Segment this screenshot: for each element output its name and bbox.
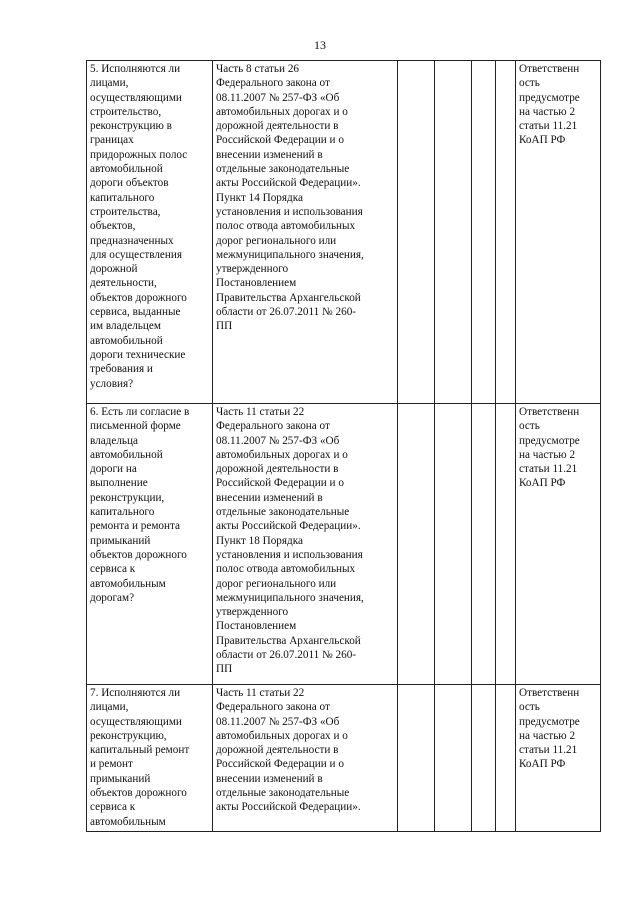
cell-text-line: реконструкцию в (90, 120, 172, 133)
liability-cell (516, 61, 601, 404)
cell-text-line: автомобильным (90, 577, 166, 590)
cell-text-line: отдельные законодательные (216, 787, 350, 800)
cell-text-line: осуществляющими (90, 91, 182, 104)
cell-text-line: сервиса к (90, 801, 136, 814)
cell-text-line: автомобильным (90, 815, 166, 828)
cell-text-line: дорог регионального или (216, 234, 337, 247)
cell-text-line: капитального (90, 191, 155, 204)
cell-text-line: придорожных полос (90, 148, 188, 161)
cell-text-line: отдельные законодательные (216, 163, 350, 176)
cell-text-line: акты Российской Федерации». (216, 801, 361, 814)
cell-text-line: КоАП РФ (519, 134, 566, 147)
cell-text-line: дорожной деятельности в (216, 120, 339, 133)
cell-text-line: и ремонт (90, 758, 133, 771)
cell-text-line: Постановлением (216, 277, 297, 290)
legal-basis-cell (213, 685, 398, 832)
cell-text-line: дороги технические (90, 348, 186, 361)
cell-text-line: на частью 2 (519, 448, 576, 461)
cell-text-line: области от 26.07.2011 № 260- (216, 306, 357, 319)
cell-text-line: примыканий (90, 772, 151, 785)
cell-text-line: утвержденного (216, 606, 289, 619)
cell-text-line: капитального (90, 506, 155, 519)
cell-text-line: выполнение (90, 477, 148, 490)
answer-na-cell (472, 685, 496, 832)
cell-text-line: требования и (90, 363, 153, 376)
cell-text-line: лицами, (90, 77, 129, 90)
answer-no-cell (435, 685, 472, 832)
liability-cell (516, 404, 601, 685)
cell-text-line: лицами, (90, 701, 129, 714)
checklist-table (86, 60, 601, 832)
cell-text-line: объектов дорожного (90, 291, 187, 304)
cell-text-line: автомобильных дорогах и о (216, 448, 348, 461)
cell-text-line: Правительства Архангельской (216, 291, 361, 304)
answer-yes-cell (398, 61, 435, 404)
cell-text-line: дорогам? (90, 591, 135, 604)
cell-text-line: сервиса, выданные (90, 306, 181, 319)
cell-text-line: дорог регионального или (216, 577, 337, 590)
cell-text-line: Правительства Архангельской (216, 634, 361, 647)
cell-text-line: сервиса к (90, 563, 136, 576)
legal-basis-cell (213, 404, 398, 685)
cell-text-line: статьи 11.21 (519, 463, 578, 476)
cell-text-line: владельца (90, 434, 138, 447)
cell-text-line: КоАП РФ (519, 477, 566, 490)
cell-text-line: межмуниципального значения, (216, 591, 364, 604)
answer-no-cell (435, 404, 472, 685)
cell-text-line: дорожной (90, 263, 138, 276)
cell-text-line: предусмотре (519, 434, 580, 447)
cell-text-line: статьи 11.21 (519, 120, 578, 133)
answer-no-cell (435, 61, 472, 404)
cell-text-line: автомобильной (90, 163, 163, 176)
cell-text-line: ПП (216, 320, 233, 333)
cell-text-line: предназначенных (90, 234, 174, 247)
cell-text-line: объектов дорожного (90, 787, 187, 800)
table-row (87, 61, 601, 404)
question-cell (87, 404, 213, 685)
question-cell (87, 61, 213, 404)
cell-text-line: Часть 11 статьи 22 (216, 406, 305, 418)
cell-text-line: 08.11.2007 № 257-ФЗ «Об (216, 91, 340, 104)
question-cell (87, 685, 213, 832)
cell-text-line: письменной форме (90, 420, 181, 433)
cell-text-line: на частью 2 (519, 105, 576, 118)
liability-cell (516, 685, 601, 832)
legal-basis-cell (213, 61, 398, 404)
cell-text-line: предусмотре (519, 91, 580, 104)
cell-text-line: акты Российской Федерации». (216, 177, 361, 190)
cell-text-line: им владельцем (90, 320, 161, 333)
cell-text-line: Российской Федерации и о (216, 477, 344, 490)
cell-text-line: ремонта и ремонта (90, 520, 181, 533)
cell-text-line: объектов, (90, 220, 136, 233)
cell-text-line: предусмотре (519, 715, 580, 728)
cell-text-line: ость (519, 701, 540, 714)
cell-text-line: области от 26.07.2011 № 260- (216, 649, 357, 662)
answer-yes-cell (398, 685, 435, 832)
cell-text-line: автомобильной (90, 334, 163, 347)
cell-text-line: ость (519, 77, 540, 90)
cell-text-line: автомобильных дорогах и о (216, 729, 348, 742)
answer-extra-cell (496, 61, 516, 404)
cell-text-line: 6. Есть ли согласие в (90, 406, 190, 418)
cell-text-line: Ответственн (519, 63, 580, 75)
cell-text-line: для осуществления (90, 248, 183, 261)
answer-na-cell (472, 61, 496, 404)
cell-text-line: полос отвода автомобильных (216, 220, 356, 233)
cell-text-line: Часть 11 статьи 22 (216, 687, 305, 699)
cell-text-line: КоАП РФ (519, 758, 566, 771)
cell-text-line: Пункт 18 Порядка (216, 534, 303, 547)
cell-text-line: 5. Исполняются ли (90, 63, 181, 75)
cell-text-line: реконструкции, (90, 491, 165, 504)
cell-text-line: 08.11.2007 № 257-ФЗ «Об (216, 434, 340, 447)
cell-text-line: внесении изменений в (216, 772, 323, 785)
cell-text-line: акты Российской Федерации». (216, 520, 361, 533)
answer-na-cell (472, 404, 496, 685)
cell-text-line: капитальный ремонт (90, 744, 190, 757)
cell-text-line: межмуниципального значения, (216, 248, 364, 261)
cell-text-line: дороги на (90, 463, 137, 476)
cell-text-line: условия? (90, 377, 134, 390)
cell-text-line: полос отвода автомобильных (216, 563, 356, 576)
cell-text-line: на частью 2 (519, 729, 576, 742)
cell-text-line: Пункт 14 Порядка (216, 191, 303, 204)
cell-text-line: 7. Исполняются ли (90, 687, 181, 699)
cell-text-line: Федерального закона от (216, 77, 330, 90)
cell-text-line: Федерального закона от (216, 701, 330, 714)
table-row (87, 685, 601, 832)
cell-text-line: автомобильных дорогах и о (216, 105, 348, 118)
cell-text-line: Ответственн (519, 687, 580, 699)
answer-extra-cell (496, 685, 516, 832)
cell-text-line: осуществляющими (90, 715, 182, 728)
cell-text-line: объектов дорожного (90, 548, 187, 561)
cell-text-line: установления и использования (216, 205, 363, 218)
cell-text-line: отдельные законодательные (216, 506, 350, 519)
cell-text-line: ПП (216, 663, 233, 676)
cell-text-line: Часть 8 статьи 26 (216, 63, 300, 75)
cell-text-line: дорожной деятельности в (216, 463, 339, 476)
cell-text-line: деятельности, (90, 277, 157, 290)
cell-text-line: Российской Федерации и о (216, 134, 344, 147)
cell-text-line: строительство, (90, 105, 162, 118)
answer-yes-cell (398, 404, 435, 685)
cell-text-line: примыканий (90, 534, 151, 547)
cell-text-line: статьи 11.21 (519, 744, 578, 757)
cell-text-line: внесении изменений в (216, 491, 323, 504)
cell-text-line: дорожной деятельности в (216, 744, 339, 757)
cell-text-line: Федерального закона от (216, 420, 330, 433)
cell-text-line: 08.11.2007 № 257-ФЗ «Об (216, 715, 340, 728)
table-row (87, 404, 601, 685)
cell-text-line: дороги объектов (90, 177, 169, 190)
cell-text-line: утвержденного (216, 263, 289, 276)
cell-text-line: Ответственн (519, 406, 580, 418)
cell-text-line: ость (519, 420, 540, 433)
answer-extra-cell (496, 404, 516, 685)
cell-text-line: Постановлением (216, 620, 297, 633)
cell-text-line: внесении изменений в (216, 148, 323, 161)
page-number: 13 (314, 38, 326, 52)
cell-text-line: границах (90, 134, 134, 147)
cell-text-line: Российской Федерации и о (216, 758, 344, 771)
cell-text-line: реконструкцию, (90, 729, 167, 742)
cell-text-line: автомобильной (90, 448, 163, 461)
cell-text-line: установления и использования (216, 548, 363, 561)
cell-text-line: строительства, (90, 205, 161, 218)
